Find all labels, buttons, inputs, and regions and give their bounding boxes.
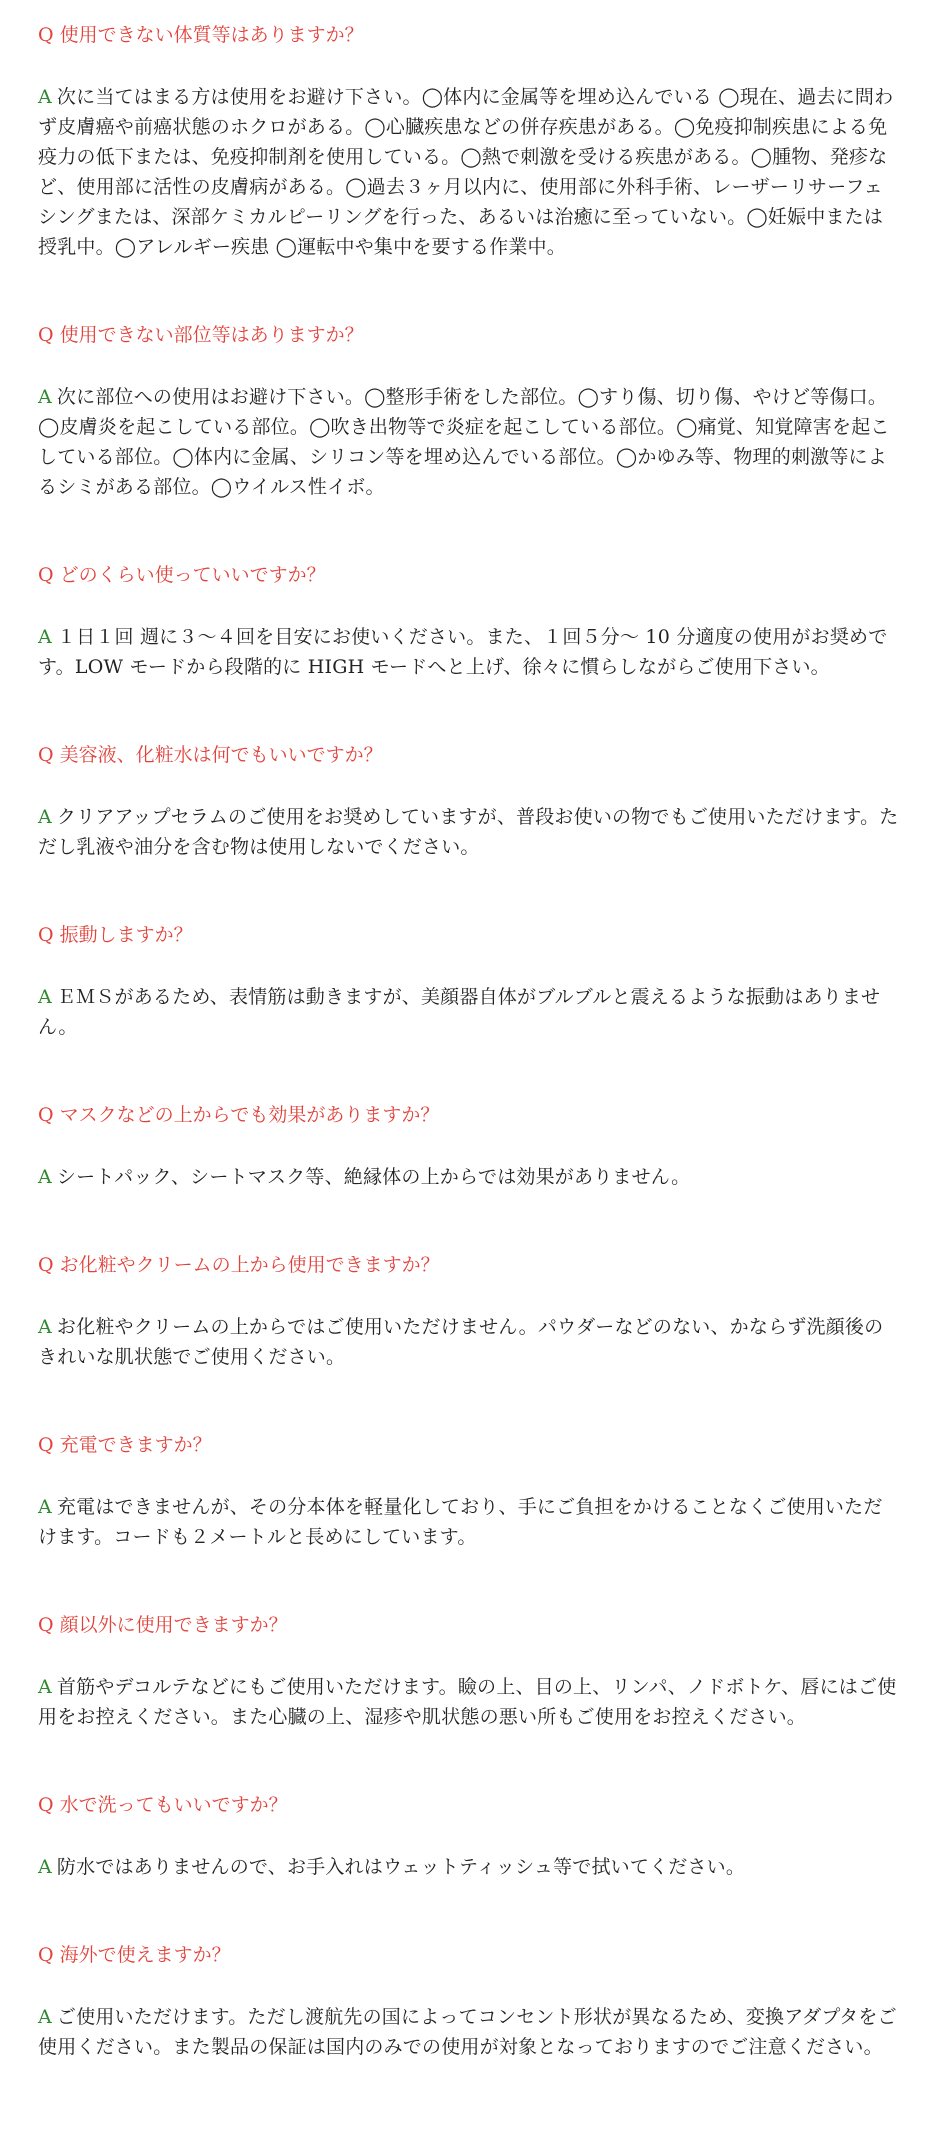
question-mark: Q (38, 324, 54, 346)
faq-question (38, 1250, 900, 1280)
question-text: 振動しますか？ (59, 924, 193, 946)
question-text: 充電できますか？ (59, 1434, 212, 1456)
question-text: 海外で使えますか？ (59, 1944, 231, 1966)
faq-item-serum (38, 740, 900, 862)
question-mark: Q (38, 1254, 54, 1276)
faq-question (38, 320, 900, 350)
question-text: 顔以外に使用できますか？ (59, 1614, 288, 1636)
answer-mark: A (38, 806, 52, 828)
faq-answer (38, 382, 900, 502)
faq-question (38, 740, 900, 770)
faq-item-overseas (38, 1940, 900, 2062)
question-mark: Q (38, 1794, 54, 1816)
question-mark: Q (38, 744, 54, 766)
faq-answer (38, 622, 900, 682)
faq-answer (38, 82, 900, 262)
question-text: 美容液、化粧水は何でもいいですか？ (59, 744, 383, 766)
question-text: 水で洗ってもいいですか？ (59, 1794, 288, 1816)
faq-question (38, 560, 900, 590)
question-mark: Q (38, 564, 54, 586)
faq-question (38, 20, 900, 50)
answer-text: 次に当てはまる方は使用をお避け下さい。◯体内に金属等を埋め込んでいる ◯現在、過去に問わず皮膚癌や前癌状態のホクロがある。◯心臓疾患などの併存疾患がある。◯免疫抑制疾患による免疫力の低下または、免疫抑制剤を使用している。◯熱で刺激を受ける疾患がある。◯腫物、発疹など、使用部に活性の皮膚病がある。◯過去３ヶ月以内に、使用部に外科手術、レーザーリサーフェシングまたは、深部ケミカルピーリングを行った、あるいは治癒に至っていない。◯妊娠中または授乳中。◯アレルギー疾患 ◯運転中や集中を要する作業中。 (38, 86, 894, 258)
answer-text: 首筋やデコルテなどにもご使用いただけます。瞼の上、目の上、リンパ、ノドボトケ、唇にはご使用をお控えください。また心臓の上、湿疹や肌状態の悪い所もご使用をお控えください。 (38, 1676, 897, 1728)
faq-answer (38, 982, 900, 1042)
faq-answer (38, 1312, 900, 1372)
answer-mark: A (38, 626, 52, 648)
answer-mark: A (38, 86, 52, 108)
question-text: どのくらい使っていいですか？ (59, 564, 326, 586)
question-text: 使用できない体質等はありますか？ (59, 24, 364, 46)
faq-item-charging (38, 1430, 900, 1552)
answer-mark: A (38, 2006, 52, 2028)
faq-item-makeup (38, 1250, 900, 1372)
question-text: 使用できない部位等はありますか？ (59, 324, 364, 346)
question-text: お化粧やクリームの上から使用できますか？ (59, 1254, 440, 1276)
answer-mark: A (38, 1496, 52, 1518)
faq-answer (38, 1162, 900, 1192)
question-mark: Q (38, 924, 54, 946)
faq-item-washing (38, 1790, 900, 1882)
answer-mark: A (38, 986, 52, 1008)
question-mark: Q (38, 1104, 54, 1126)
faq-question (38, 1940, 900, 1970)
faq-answer (38, 2002, 900, 2062)
question-text: マスクなどの上からでも効果がありますか？ (59, 1104, 440, 1126)
answer-text: 充電はできませんが、その分本体を軽量化しており、手にご負担をかけることなくご使用いただけます。コードも２メートルと長めにしています。 (38, 1496, 883, 1548)
answer-mark: A (38, 1166, 52, 1188)
question-mark: Q (38, 1614, 54, 1636)
answer-text: ご使用いただけます。ただし渡航先の国によってコンセント形状が異なるため、変換アダプタをご使用ください。また製品の保証は国内のみでの使用が対象となっておりますのでご注意ください。 (38, 2006, 897, 2058)
answer-text: クリアアップセラムのご使用をお奨めしていますが、普段お使いの物でもご使用いただけます。ただし乳液や油分を含む物は使用しないでください。 (38, 806, 899, 858)
faq-question (38, 920, 900, 950)
question-mark: Q (38, 1434, 54, 1456)
faq-item-usage-frequency (38, 560, 900, 682)
faq-item-body-parts (38, 320, 900, 502)
answer-text: 防水ではありませんので、お手入れはウェットティッシュ等で拭いてください。 (56, 1856, 746, 1878)
answer-text: お化粧やクリームの上からではご使用いただけません。パウダーなどのない、かならず洗顔後のきれいな肌状態でご使用ください。 (38, 1316, 884, 1368)
answer-mark: A (38, 386, 52, 408)
answer-mark: A (38, 1676, 52, 1698)
question-mark: Q (38, 24, 54, 46)
faq-item-body-condition (38, 20, 900, 262)
faq-item-mask (38, 1100, 900, 1192)
faq-question (38, 1430, 900, 1460)
faq-answer (38, 802, 900, 862)
answer-text: シートパック、シートマスク等、絶縁体の上からでは効果がありません。 (56, 1166, 691, 1188)
faq-answer (38, 1492, 900, 1552)
faq-item-vibration (38, 920, 900, 1042)
question-mark: Q (38, 1944, 54, 1966)
faq-answer (38, 1852, 900, 1882)
answer-text: 次に部位への使用はお避け下さい。◯整形手術をした部位。◯すり傷、切り傷、やけど等傷口。◯皮膚炎を起こしている部位。◯吹き出物等で炎症を起こしている部位。◯痛覚、知覚障害を起こしている部位。◯体内に金属、シリコン等を埋め込んでいる部位。◯かゆみ等、物理的刺激等によるシミがある部位。◯ウイルス性イボ。 (38, 386, 890, 498)
answer-text: １日１回 週に３～４回を目安にお使いください。また、１回５分～ 10 分適度の使用がお奨めです。LOW モードから段階的に HIGH モードへと上げ、徐々に慣らしながらご使用下さい。 (38, 626, 888, 678)
answer-text: ＥＭＳがあるため、表情筋は動きますが、美顔器自体がブルブルと震えるような振動はありません。 (38, 986, 881, 1038)
faq-question (38, 1610, 900, 1640)
faq-question (38, 1100, 900, 1130)
faq-item-other-areas (38, 1610, 900, 1732)
answer-mark: A (38, 1316, 52, 1338)
answer-mark: A (38, 1856, 52, 1878)
faq-answer (38, 1672, 900, 1732)
faq-question (38, 1790, 900, 1820)
